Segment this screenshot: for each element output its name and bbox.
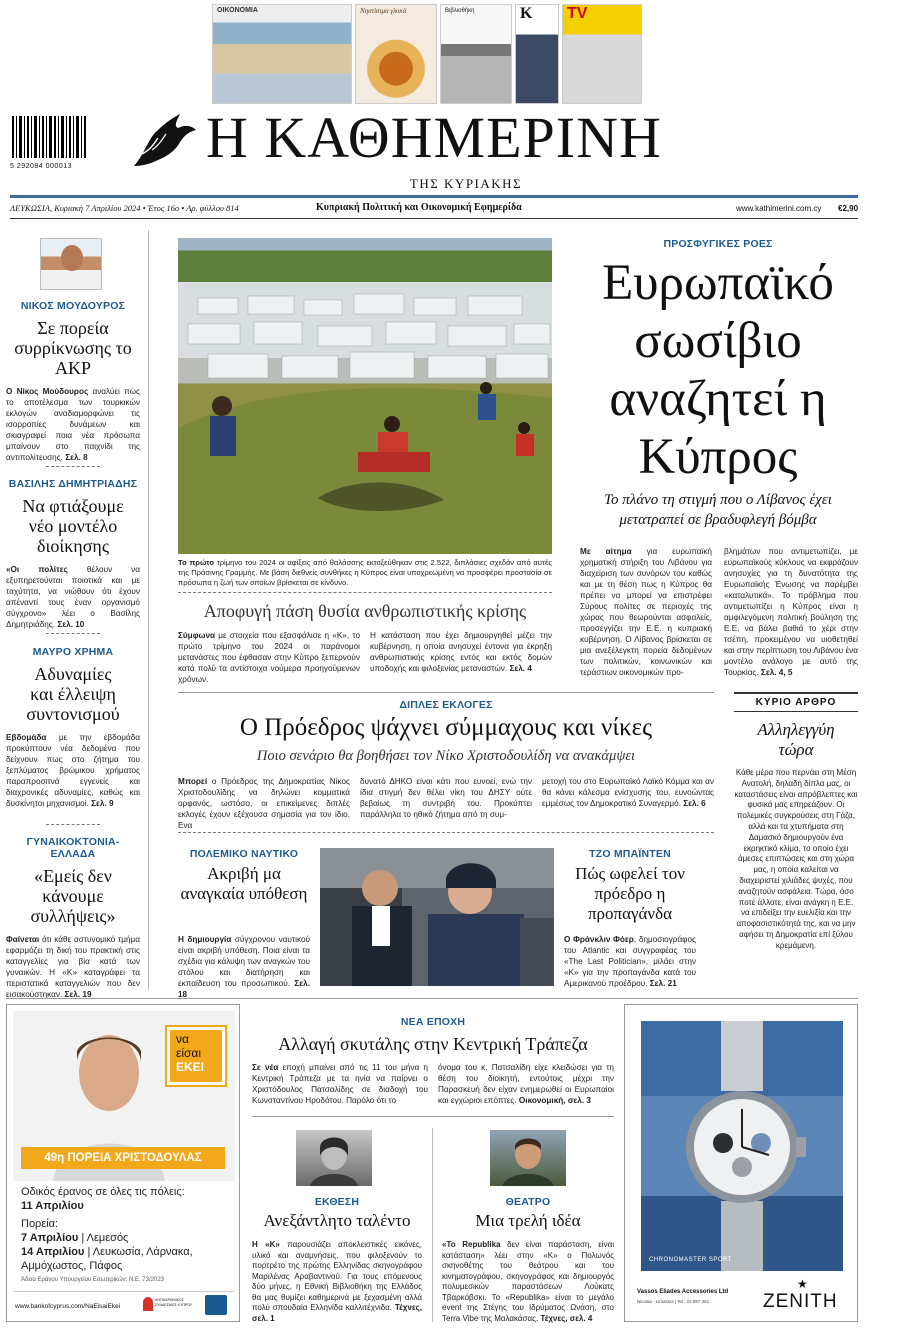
watch-icon [641, 1021, 843, 1271]
left-4-lead: Φαίνεται [6, 935, 40, 944]
exhibition-page: Τέχνες, σελ. 1 [252, 1303, 422, 1323]
ad-event-banner: 49η ΠΟΡΕΙΑ ΧΡΙΣΤΟΔΟΥΛΑΣ [21, 1147, 225, 1169]
theatre-kicker: ΘΕΑΤΡΟ [505, 1196, 551, 1208]
price: €2,90 [838, 204, 859, 213]
biden-text: , δημοσιογράφος του Atlantic και συγγραφέας του «The Last Politician», μιλάει στην «Κ» για την προπαγάνδα κατά του Αμερικανού προέδρου. [564, 935, 696, 988]
barcode-number: 5 292084 000013 [10, 163, 72, 170]
teaser-library-label: Βιβλιοθήκη [445, 8, 475, 14]
teaser-strip [212, 4, 657, 104]
lead-body-page: Σελ. 4, 5 [758, 668, 793, 677]
ad-line-2: 11 Απριλίου [21, 1200, 84, 1212]
lead-kicker: ΠΡΟΣΦΥΓΙΚΕΣ ΡΟΕΣ [663, 238, 773, 250]
bottom-section-rule [6, 998, 858, 999]
left-3-headline: Αδυναμίες και έλλειψη συντονισμού [26, 664, 120, 724]
ad-line-5-date: 14 Απριλίου [21, 1246, 85, 1258]
navy-headline[interactable]: Ακριβή μα αναγκαία υπόθεση [180, 864, 308, 903]
theatre-lead: «Το Republika [442, 1240, 501, 1249]
teaser-economy-label: ΟΙΚΟΝΟΜΙΑ [217, 7, 258, 14]
central-bank-text-2: όνομα του κ. Πατσαλίδη είχε κλειδώσει για τη θέση του διοικητή, εντούτοις μέχρι την Παρασκευή δεν είχαν ενημερωθεί οι Ευρωπαίοι και εγχώριοι επόπτες. [438, 1063, 614, 1105]
teaser-sweets-label: Νηστίσιμα γλυκά [360, 7, 407, 15]
barcode [10, 116, 88, 170]
lead-body-text-2: βλημάτων που αντιμετωπίζει, με ευρωπαϊκούς κύκλους να εκφράζουν ανησυχίες για τη δυνατότητα της Ευρωπαϊκής Ένωσης να παρέμβει «καταλυτικά». Το πρόβλημα που αντιμετωπίζει η Κύπρος είναι η αμφιλεγόμενη πολιτική βούληση της Ε.Ε. να βάλει βαθιά το χέρι στην τσέπη, προκειμένου να υιοθετηθεί και στην περίπτωση του Λιβάνου ένα μοντέλο ανάλογο με αυτό της Τουρκίας. [724, 547, 858, 677]
ad-bank-logo-icon [205, 1295, 227, 1315]
exhibition-kicker: ΕΚΘΕΣΗ [314, 1196, 360, 1208]
ad-zenith-brand: ZENITH [763, 1291, 838, 1312]
elections-kicker: ΔΙΠΛΕΣ ΕΚΛΟΓΕΣ [399, 699, 493, 711]
tagline: Κυπριακή Πολιτική και Οικονομική Εφημερίδα [316, 202, 522, 213]
ad-badge [167, 1027, 225, 1085]
elections-col-2 [360, 776, 532, 820]
left-2-page: Σελ. 10 [55, 620, 85, 629]
central-bank-lead: Σε νέα [252, 1063, 279, 1072]
left-2-body [6, 564, 140, 630]
navy-lead: Η δημιουργία [178, 935, 232, 944]
left-3-text: με την εβδομάδα προκύπτουν νέα δεδομένα που δείχνουν πως στο ζήτημα του ξεπλύματος βρώμικου χρήματος παραπροσιτνά εγγενείς και διαχρονικές αδυναμίες, καθώς και δυσκίνητοι μηχανισμοί. [6, 733, 140, 808]
humanitarian-headline[interactable]: Αποφυγή πάση θυσία ανθρωπιστικής κρίσης [203, 601, 527, 621]
theatre-page: Τέχνες, σελ. 4 [538, 1313, 593, 1323]
ad-zenith-photo [641, 1021, 843, 1271]
left-4-kicker: ΓΥΝΑΙΚΟΚΤΟΝΙΑ-ΕΛΛΑΔΑ [26, 836, 120, 860]
exhibition-portrait [296, 1130, 372, 1186]
navy-kicker: ΠΟΛΕΜΙΚΟ ΝΑΥΤΙΚΟ [189, 848, 299, 860]
editorial-body: Κάθε μέρα που περνάει στη Μέση Ανατολή, δηλαδή δίπλα μας, οι καταστάσεις είναι απρόβλεπτες και φυσικά μας επηρεάζουν. Οι πολεμικές συγκρούσεις στη Γάζα, αλλά και τα χτυπήματα στη Δαμασκό δημιουργούν ένα εκρηκτικό κλίμα, το οποίο έχει άμεσες επιπτώσεις και στη χώρα μας, η οποία καλείται να διαχειριστεί χιλιάδες ψυχές, που αναζητούν ασφάλεια. Τώρα, όσο ποτέ άλλοτε, είναι ανάγκη η Ε.Ε. να επιδείξει την ευελιξία και την αποφασιστικότητά της, και να μην αφήσει τη Δημοκρατία επί ξύλου κρεμάμενη. [734, 768, 858, 950]
humanitarian-text-1: με στοιχεία που εξασφάλισε η «Κ», το πρώτο τρίμηνο του 2024 οι παράνομοι μετανάστες που έφθασαν στην Κύπρο ξεπερνούν κατά πολύ τα αντίστοιχα νούμερα προηγούμενων χρόνων. [178, 631, 360, 684]
ad-zenith-dealer-sub: Nicosia - Limassol | Tel.: 22 897 361 [637, 1299, 710, 1304]
elections-text-1: ο Πρόεδρος της Δημοκρατίας Νίκος Χριστοδουλίδης να δηλώνει κομματικά ορφανός, ωστόσο, οι επικείμενες διπλές εκλογές έχουν εξέχουσα σημασία για τον ίδιο. Ενα [178, 777, 350, 830]
ad-line-5 [21, 1245, 231, 1259]
ad-line-4-place: | Λεμεσός [78, 1232, 129, 1244]
navy-page: Σελ. 18 [178, 979, 310, 999]
left-1-body [6, 386, 140, 463]
ad-text-block [21, 1185, 231, 1273]
left-2-text: θέλουν να εξυπηρετούνται ποιοτικά και με ταχύτητα, να νιώθουν ότι έχουν απέναντί τους έναν οργανισμό σύγχρονο» λέει ο Βασίλης Δημητριάδης. [6, 565, 140, 629]
photo-caption-lead: Το πρώτο [178, 558, 214, 567]
left-article-1[interactable] [6, 300, 140, 463]
central-bank-text-1: εποχή μπαίνει από τις 11 του μήνα η Κεντρική Τράπεζα με τα ηνία να παίρνει ο Χριστόδουλος Πατσαλίδης σε διαδοχή του Κωνσταντίνου Ηροδότου. Παρόλο ότι το [252, 1063, 428, 1105]
ad-permit: Άδεια Εράνου Υπουργείου Εσωτερικών: Ν.Ε. 73/2023 [21, 1277, 164, 1283]
teaser-economy[interactable] [212, 4, 352, 104]
ad-badge-l3: ΕΚΕΙ [176, 1060, 205, 1074]
editorial-box[interactable] [734, 692, 858, 992]
left-1-lead: Ο Νίκος Μούδουρος [6, 387, 89, 396]
left-divider-2 [46, 633, 100, 634]
elections-col-3 [542, 776, 714, 809]
humanitarian-page: Σελ. 4 [507, 664, 532, 673]
biden-body [564, 934, 696, 989]
theatre-body [442, 1240, 614, 1324]
left-divider-3 [46, 824, 100, 825]
ad-badge-l2: είσαι [176, 1046, 202, 1060]
ad-footer-rule [13, 1291, 235, 1292]
left-column-rule [148, 230, 149, 990]
logo-griffin-icon [128, 108, 200, 172]
exhibition-headline[interactable]: Ανεξάντλητο ταλέντο [263, 1211, 411, 1230]
elections-headline[interactable]: Ο Πρόεδρος ψάχνει σύμμαχους και νίκες [239, 714, 653, 741]
teaser-sweets[interactable] [355, 4, 437, 104]
masthead-rule [10, 195, 858, 198]
theatre-text: δεν είναι παράσταση, είναι κατάσταση» λέει στην «Κ» ο Πολωνός σκηνοθέτης του θεάτρου και του κινηματογράφου, σκηνογράφος και δημιουργός πολυμεσικών παραστάσεων Λούκατς Τβαρκόβσκι. Το «Republika» είναι το μεγάλο event της Στέγης του Ιδρύματος Ωνάση, στο Terra Vibe της Μαλακάσας. [442, 1240, 614, 1323]
editorial-headline: Αλληλεγγύη τώρα [757, 720, 835, 759]
website-link[interactable]: www.kathimerini.com.cy [736, 204, 822, 213]
left-4-page: Σελ. 19 [62, 990, 92, 999]
masthead-bottom-rule [10, 218, 858, 219]
biden-photo [320, 848, 554, 986]
barcode-bars [10, 116, 88, 158]
teaser-library[interactable] [440, 4, 512, 104]
theatre-portrait [490, 1130, 566, 1186]
central-bank-kicker: ΝΕΑ ΕΠΟΧΗ [400, 1016, 466, 1028]
lead-subhead: Το πλάνο τη στιγμή που ο Λίβανος έχει μετατραπεί σε βραδυφλεγή βόμβα [604, 492, 832, 528]
humanitarian-col-2 [370, 630, 552, 674]
left-divider-1 [46, 466, 100, 467]
left-4-text: ότι κάθε αστυνομικό τμήμα εφαρμόζει τη δική του πρακτική στις καταγγελίες για βία κατά των γυναικών. Η «Κ» καταγράφει τα περιστατικά καταγγελιών που δεν εισακούστηκαν. [6, 935, 140, 999]
ad-badge-l1: να [176, 1032, 189, 1046]
ad-line-4-date: 7 Απριλίου [21, 1232, 79, 1244]
exhibition-text: παρουσιάζει αποκλειστικές εικόνες, υλικό και αναμνήσεις, που φιλοξενούν το πορτρέτο της πρώτης Ελληνίδας σκηνογράφου Μαριλένας Αραβαντινού. Για τους επόμενους δύο μήνες, η Εθνική Βιβλιοθήκη της Ελλάδος θα μας θυμίζει καθημερινά με ξεχασμένη αλλά πολύ σπουδαία Ελληνίδα καλλιτέχνιδα. [252, 1240, 422, 1312]
lead-body-col-1 [580, 546, 712, 678]
lead-body-lead: Με αίτημα [580, 547, 632, 556]
theatre-photo [490, 1130, 566, 1186]
ad-zenith-dealer: Vassos Eliades Accessories Ltd [637, 1289, 729, 1295]
exhibition-lead: Η «Κ» [252, 1240, 280, 1249]
biden-lead: Ο Φράνκλιν Φόερ [564, 935, 634, 944]
left-1-text: αναλύει πώς το αποτέλεσμα των τουρκικών εκλογών αναδιαμορφώνει τις ισορροπίες δυνάμεων και σκιαγραφεί ποια νέα πρόσωπα μπαίνουν στο παιχνίδι της αντιπολίτευσης. [6, 387, 140, 462]
ad-line-6: Αμμόχωστος, Πάφος [21, 1260, 123, 1272]
left-2-kicker: ΒΑΣΙΛΗΣ ΔΗΜΗΤΡΙΑΔΗΣ [8, 478, 138, 490]
teaser-tv[interactable] [562, 4, 642, 104]
exhibition-body [252, 1240, 422, 1324]
refugee-camp-photo [178, 238, 552, 554]
left-3-lead: Εβδομάδα [6, 733, 47, 742]
central-bank-headline[interactable]: Αλλαγή σκυτάλης στην Κεντρική Τράπεζα [278, 1034, 588, 1054]
lead-body-text-1: για ευρωπαϊκή χρηματική στήριξη του Λιβάνου για διαχείριση των συνόρων του καθώς και με τη θέση πως η Κύπρος θα πρέπει να μπορεί να επιστρέφει Σύρους πολίτες σε περιοχές της χώρας που θεωρούνται ασφαλείς, προσεγγίζει την Ε.Ε. η κυπριακή κυβέρνηση. Ο Λίβανος βρίσκεται σε μια ανεξέλεγκτη πορεία δεδομένων των πολιτικών, κοινωνικών και τεράστιων οικονομικών προ- [580, 547, 712, 677]
central-bank-col-1 [252, 1062, 428, 1106]
humanitarian-lead: Σύμφωνα [178, 631, 216, 640]
teaser-k[interactable] [515, 4, 559, 104]
left-3-kicker: ΜΑΥΡΟ ΧΡΗΜΑ [32, 646, 114, 658]
teaser-tv-label: TV [567, 5, 588, 22]
left-4-body [6, 934, 140, 1000]
teaser-k-label: K [520, 5, 533, 22]
humanitarian-col-1 [178, 630, 360, 685]
elections-text-3: μετοχή του στο Ευρωπαϊκό Λαϊκό Κόμμα και αν θα κάνει κάλεσμα ενίσχυσης του, ευνοώντας εμμέσως τον Δημοκρατικό Συναγερμό. [542, 777, 714, 808]
left-article-3[interactable] [6, 646, 140, 809]
author-photo [40, 238, 102, 290]
left-3-page: Σελ. 9 [88, 799, 114, 808]
elections-top-rule [178, 692, 714, 693]
ad-url[interactable]: www.bankofcyprus.com/NaEisaiEkei [15, 1303, 121, 1310]
masthead-subtitle: ΤΗΣ ΚΥΡΙΑΚΗΣ [409, 176, 523, 191]
left-3-body [6, 732, 140, 809]
ad-org-logo-icon [143, 1297, 153, 1311]
author-face [61, 245, 83, 271]
ad-zenith[interactable] [624, 1004, 858, 1322]
left-2-headline: Να φτιάξουμε νέο μοντέλο διοίκησης [22, 496, 124, 556]
masthead-title: Η ΚΑΘΗΜΕΡΙΝΗ [206, 105, 662, 170]
humanitarian-text-2: Η κατάσταση που έχει δημιουργηθεί μέζει την κυβέρνηση, η οποία ανησυχεί έντονα για έκρηξη ανθρωπιστικής κρίσης εντός και εκτός δομών υποδοχής και φιλοξενίας μεταναστών. [370, 631, 552, 673]
ad-org: ΑΝΤΙΚΑΡΚΙΝΙΚΟΣ ΣΥΝΔΕΣΜΟΣ ΚΥΠΡΟΥ [155, 1298, 193, 1307]
bottom-mid-rule [432, 1128, 433, 1322]
theatre-headline[interactable]: Μια τρελή ιδέα [475, 1211, 581, 1230]
central-bank-page: Οικονομική, σελ. 3 [516, 1096, 591, 1105]
left-1-kicker: ΝΙΚΟΣ ΜΟΥΔΟΥΡΟΣ [20, 300, 126, 312]
ad-line-4 [21, 1231, 231, 1245]
elections-lead: Μπορεί [178, 777, 208, 786]
central-bank-col-2 [438, 1062, 614, 1106]
left-1-headline: Σε πορεία συρρίκνωσης το ΑΚΡ [14, 318, 132, 378]
editorial-kicker: ΚΥΡΙΟ ΑΡΘΡΟ [734, 692, 858, 712]
edition-line: ΛΕΥΚΩΣΙΑ, Κυριακή 7 Απριλίου 2024 • Έτος 16ο • Αρ. φύλλου 814 [10, 203, 239, 213]
lead-body-col-2 [724, 546, 858, 678]
exhibition-photo [296, 1130, 372, 1186]
ad-zenith-model: CHRONOMASTER SPORT [649, 1257, 732, 1263]
lead-headline[interactable]: Ευρωπαϊκό σωσίβιο αναζητεί η Κύπρος [602, 255, 834, 485]
elections-bottom-divider [178, 832, 714, 833]
camp-scene [178, 238, 552, 554]
left-2-lead: «Οι πολίτες [6, 565, 68, 574]
navy-body [178, 934, 310, 1000]
zenith-star-icon: ★ [797, 1277, 808, 1291]
humanitarian-divider [178, 592, 552, 593]
photo-caption [178, 558, 552, 588]
biden-scene [320, 848, 554, 986]
navy-text: σύγχρονου ναυτικού είναι ακριβή υπόθεση. Ποια είναι τα σχέδια για κάλυψη των αναγκών του στόλου και διατήρηση και εκπαίδευση του προσωπικού. [178, 935, 310, 988]
left-1-page: Σελ. 8 [62, 453, 88, 462]
ad-anticancer[interactable] [6, 1004, 240, 1322]
elections-page: Σελ. 6 [680, 799, 706, 808]
photo-caption-text: τρίμηνο του 2024 οι αφίξεις από θαλάσσης εκτοξεύθηκαν στις 2.522, διπλάσιες σχεδόν από αυτές της Πράσινης Γραμμής. Με βάση διεθνείς συνθήκες η Κύπρος είναι υποχρεωμένη να προσφέρει προστασία σε πρόσωπα η ζωή των οποίων βρίσκεται σε κίνδυνο. [178, 558, 552, 587]
ad-line-1: Οδικός έρανος σε όλες τις πόλεις: [21, 1186, 185, 1198]
left-article-2[interactable] [6, 478, 140, 630]
left-4-headline: «Εμείς δεν κάνουμε συλλήψεις» [30, 866, 116, 926]
central-bank-rule [252, 1116, 614, 1117]
ad-line-5-place: | Λευκωσία, Λάρνακα, [84, 1246, 193, 1258]
elections-text-2: δυνατό ΔΗΚΟ είναι κάτι που ευνοεί, ενώ την ίδια στιγμή δεν θέλει νίκη του ΔΗΣΥ ούτε βεβαίως τη συντριβή του. Προκύπτει παράλληλα το ηθικό ζήτημα από τη συμ- [360, 777, 532, 819]
biden-headline[interactable]: Πώς ωφελεί τον πρόεδρο η προπαγάνδα [575, 864, 685, 923]
left-article-4[interactable] [6, 836, 140, 1000]
elections-subhead: Ποιο σενάριο θα βοηθήσει τον Νίκο Χριστοδουλίδη να ανακάμψει [256, 748, 636, 764]
biden-page: Σελ. 21 [647, 979, 677, 988]
ad-line-3: Πορεία: [21, 1218, 59, 1230]
biden-kicker: ΤΖΟ ΜΠΑΪΝΤΕΝ [589, 848, 671, 860]
elections-col-1 [178, 776, 350, 831]
